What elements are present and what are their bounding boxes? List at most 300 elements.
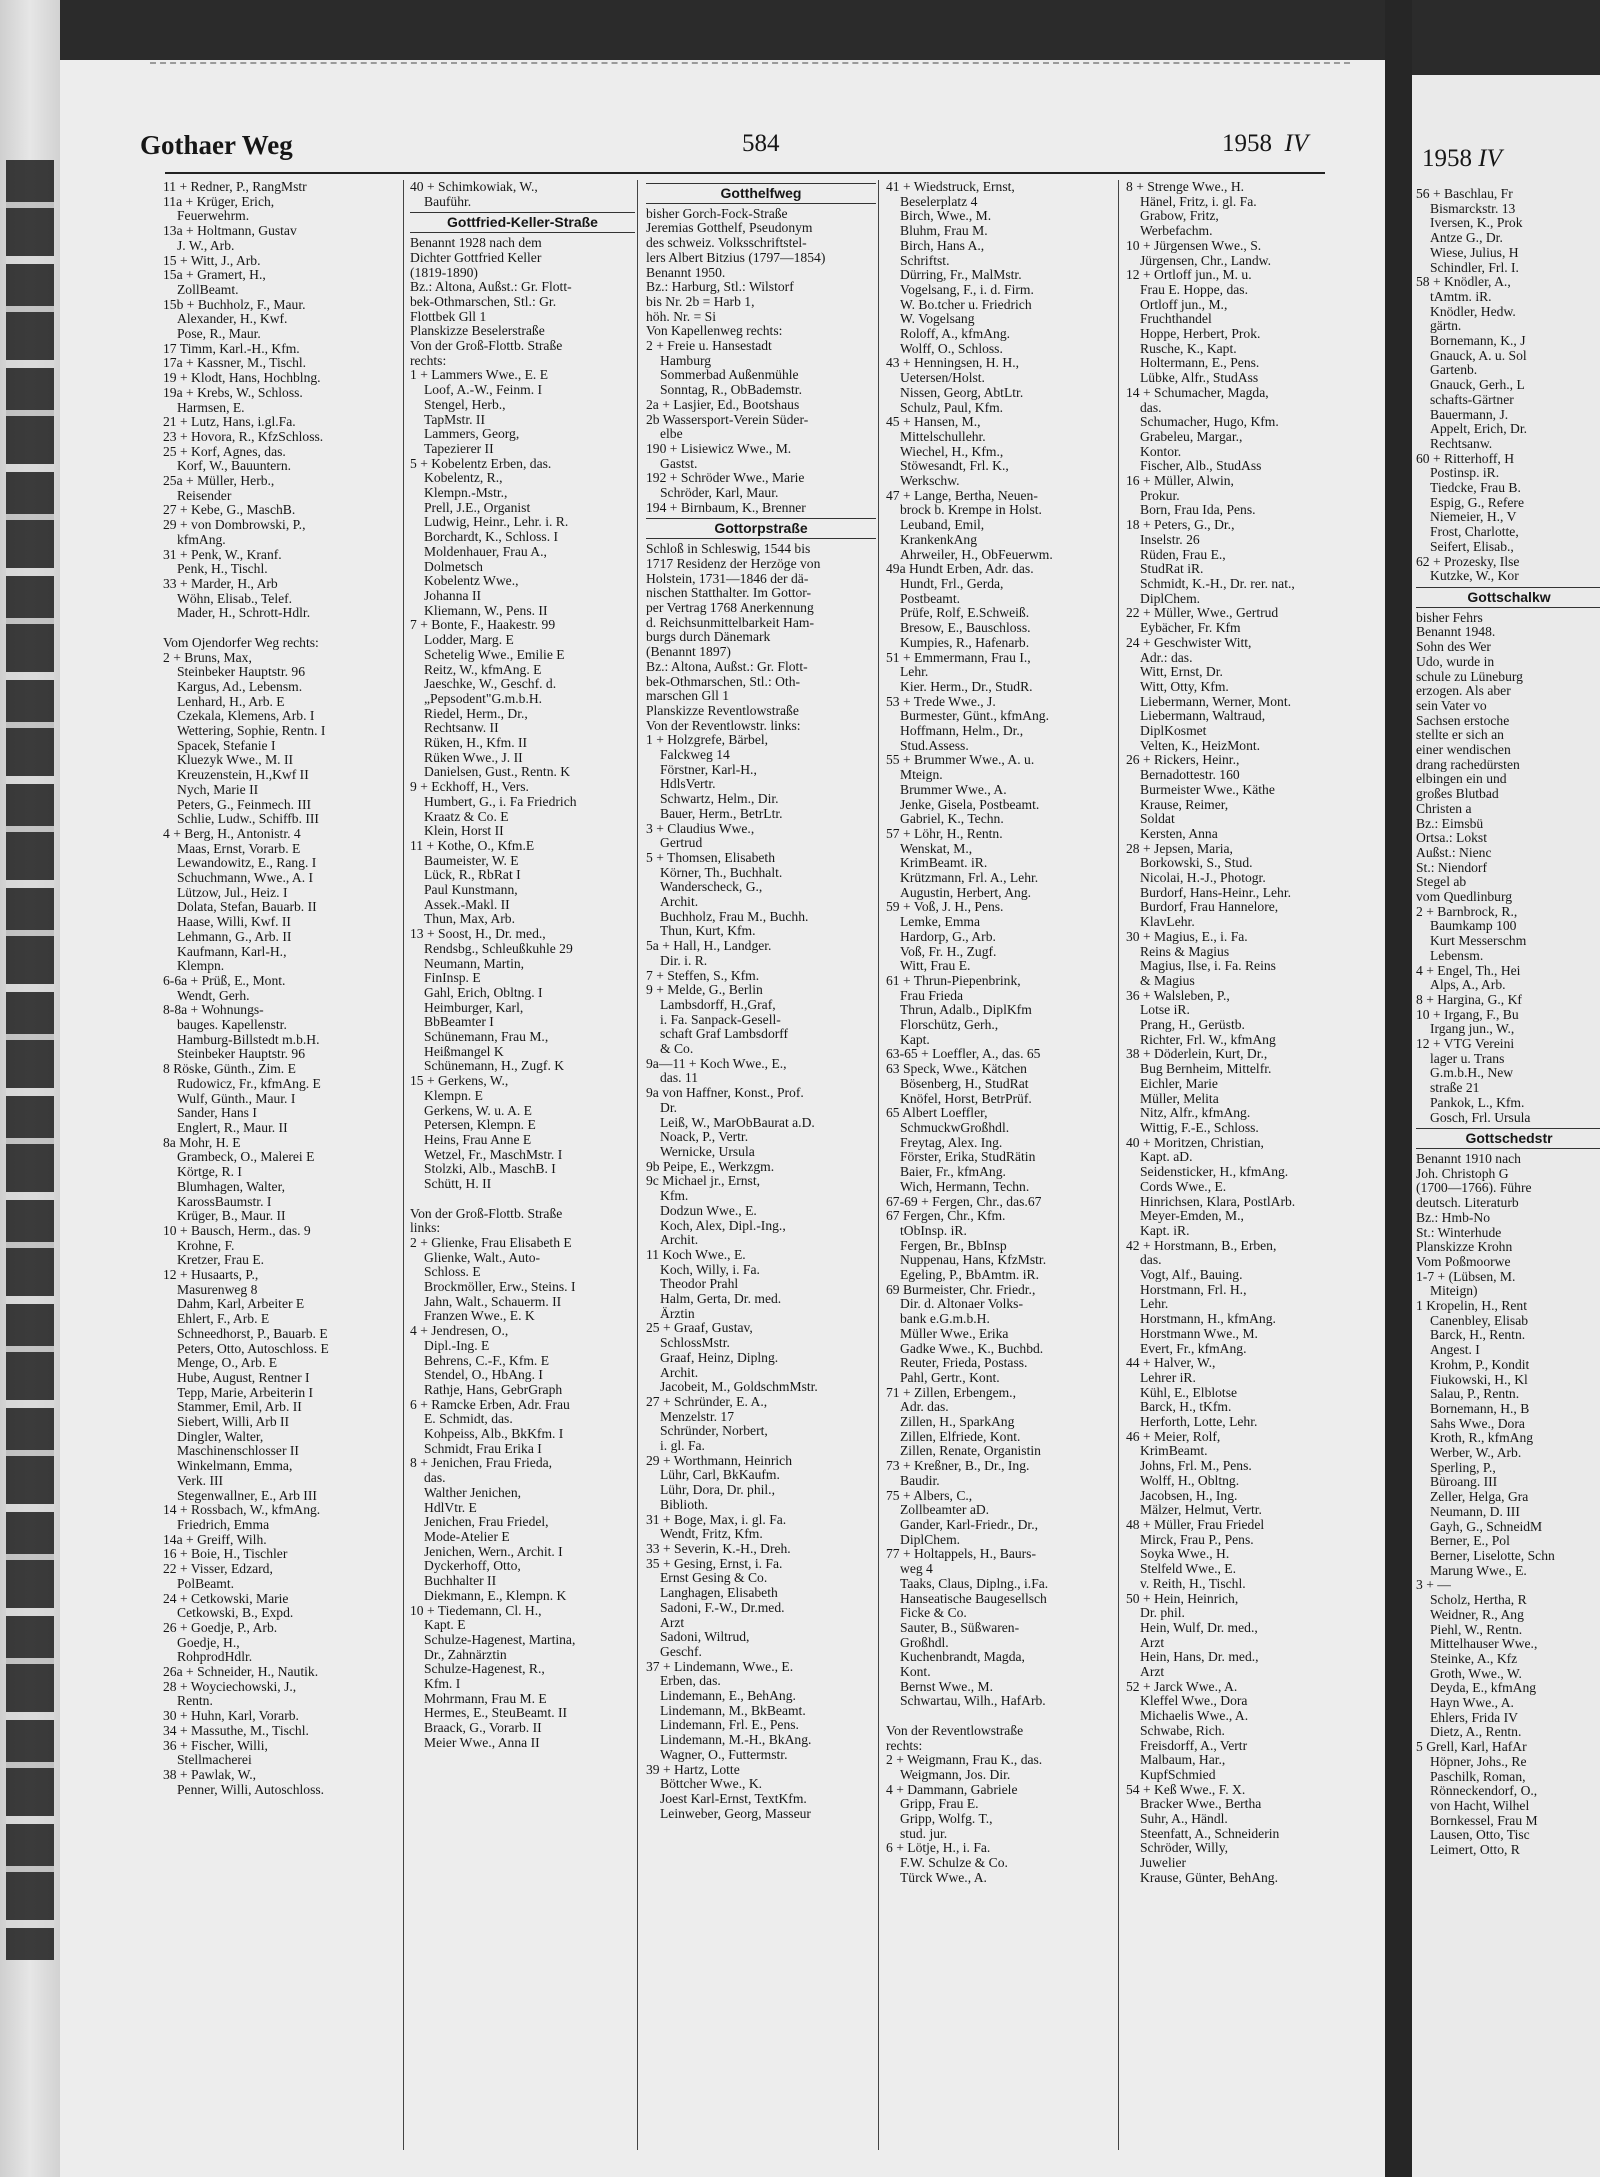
directory-entry: Eybächer, Fr. Kfm — [1140, 621, 1241, 636]
directory-entry — [410, 1192, 635, 1207]
directory-entry: bauges. Kapellenstr. — [177, 1018, 287, 1033]
directory-entry: 31 + Penk, W., Kranf. — [163, 547, 282, 562]
directory-entry: Uetersen/Holst. — [900, 371, 985, 386]
directory-entry: Schünemann, Frau M., — [424, 1030, 549, 1045]
directory-entry: Joest Karl-Ernst, TextKfm. — [660, 1791, 807, 1806]
directory-entry: Scholz, Hertha, R — [1430, 1592, 1527, 1608]
directory-entry: Vom Ojendorfer Weg rechts: — [163, 635, 319, 650]
directory-entry: Schröder, Karl, Maur. — [660, 486, 779, 501]
directory-entry: Schumacher, Hugo, Kfm. — [1140, 415, 1279, 430]
directory-entry: Baumeister, W. E — [424, 853, 519, 868]
directory-entry: Dir. i. R. — [660, 953, 708, 968]
directory-entry: Jenichen, Wern., Archit. I — [424, 1544, 563, 1559]
directory-entry: Schründer, Norbert, — [660, 1424, 768, 1439]
directory-entry: KrimBeamt. — [1140, 1444, 1208, 1459]
directory-entry: Nitz, Alfr., kfmAng. — [1140, 1106, 1251, 1121]
column-divider — [637, 180, 638, 2150]
directory-entry: 6 + Ramcke Erben, Adr. Frau — [410, 1397, 570, 1412]
directory-entry: Cetkowski, B., Expd. — [177, 1606, 294, 1621]
directory-entry: Müller Wwe., Erika — [900, 1326, 1009, 1341]
directory-entry: Zillen, Renate, Organistin — [900, 1444, 1041, 1459]
directory-entry: Nych, Marie II — [177, 782, 259, 797]
directory-entry: weg 4 — [900, 1562, 933, 1577]
directory-entry: Kuchenbrandt, Magda, — [900, 1650, 1025, 1665]
directory-entry: 26 + Goedje, P., Arb. — [163, 1620, 278, 1635]
directory-entry: Gartenb. — [1430, 362, 1478, 378]
directory-entry: Florschütz, Gerh., — [900, 1018, 999, 1033]
street-heading: Gottschedstr — [1416, 1128, 1600, 1149]
directory-entry: Bz.: Altona, Außst.: Gr. Flott- — [410, 280, 572, 295]
directory-entry: Sachsen erstoche — [1416, 712, 1510, 728]
directory-entry: Taaks, Claus, Diplng., i.Fa. — [900, 1576, 1049, 1591]
directory-entry: Müller, Melita — [1140, 1091, 1219, 1106]
directory-entry: 19 + Klodt, Hans, Hochblng. — [163, 371, 321, 386]
directory-entry: Siebert, Willi, Arb II — [177, 1415, 290, 1430]
directory-entry: Sahs Wwe., Dora — [1430, 1415, 1525, 1431]
directory-entry: 13 + Soost, H., Dr. med., — [410, 927, 546, 942]
directory-entry: Sonntag, R., ObBademstr. — [660, 383, 802, 398]
directory-entry: 58 + Knödler, A., — [1416, 274, 1511, 290]
directory-entry: Jaeschke, W., Geschf. d. — [424, 677, 557, 692]
directory-entry: Heimburger, Karl, — [424, 1000, 524, 1015]
directory-entry: Antze G., Dr. — [1430, 230, 1503, 246]
directory-entry: PolBeamt. — [177, 1576, 235, 1591]
directory-entry: Kapt. E — [424, 1618, 466, 1633]
directory-entry: Kont. — [900, 1665, 931, 1680]
directory-entry: Glienke, Walt., Auto- — [424, 1250, 541, 1265]
top-dashed-rule — [150, 62, 1350, 64]
directory-entry: Buchhalter II — [424, 1574, 497, 1589]
directory-entry: Weigmann, Jos. Dir. — [900, 1767, 1011, 1782]
directory-entry: Friedrich, Emma — [177, 1517, 270, 1532]
directory-entry: Hermes, E., SteuBeamt. II — [424, 1706, 568, 1721]
directory-entry: Menge, O., Arb. E — [177, 1356, 278, 1371]
directory-entry: 1 + Holzgrefe, Bärbel, — [646, 733, 769, 748]
directory-entry: KrankenkAng — [900, 532, 978, 547]
directory-entry: Planskizze Krohn — [1416, 1239, 1513, 1255]
directory-entry: Sohn des Wer — [1416, 639, 1491, 655]
directory-entry: Bz.: Hmb-No — [1416, 1209, 1491, 1225]
directory-entry: Menzelstr. 17 — [660, 1409, 734, 1424]
directory-entry: Jürgensen, Chr., Landw. — [1140, 253, 1272, 268]
directory-entry — [163, 621, 401, 636]
directory-entry: Kapt. iR. — [1140, 1223, 1190, 1238]
directory-entry: Arzt — [1140, 1665, 1165, 1680]
directory-entry: Iversen, K., Prok — [1430, 215, 1523, 231]
directory-entry: Lebensm. — [1430, 947, 1484, 963]
directory-entry: Penk, H., Tischl. — [177, 562, 268, 577]
directory-entry: Lühr, Dora, Dr. phil., — [660, 1483, 775, 1498]
directory-entry: Baumkamp 100 — [1430, 918, 1517, 934]
directory-entry: Schröder, Willy, — [1140, 1841, 1229, 1856]
directory-entry: Falckweg 14 — [660, 748, 730, 763]
directory-entry: Stengel, Herb., — [424, 397, 506, 412]
directory-entry: Bernadottestr. 160 — [1140, 768, 1240, 783]
directory-entry: 10 + Bausch, Herm., das. 9 — [163, 1223, 311, 1238]
directory-entry: lers Albert Bitzius (1797—1854) — [646, 250, 826, 265]
directory-entry: ZollBeamt. — [177, 282, 239, 297]
directory-entry: Berner, E., Pol — [1430, 1533, 1510, 1549]
directory-entry: Leiß, W., MarObBaurat a.D. — [660, 1115, 815, 1130]
directory-entry: 77 + Holtappels, H., Baurs- — [886, 1547, 1037, 1562]
directory-entry: Englert, R., Maur. II — [177, 1121, 288, 1135]
directory-entry: Schulze-Hagenest, R., — [424, 1662, 545, 1677]
directory-entry: Kargus, Ad., Lebensm. — [177, 679, 303, 694]
directory-entry: Angest. I — [1430, 1342, 1480, 1358]
directory-entry: Miteign) — [1430, 1283, 1478, 1299]
directory-entry: Gripp, Frau E. — [900, 1797, 979, 1812]
directory-entry: Langhagen, Elisabeth — [660, 1586, 778, 1601]
directory-entry: Schütt, H. II — [424, 1177, 492, 1192]
directory-entry: Walther Jenichen, — [424, 1485, 522, 1500]
column-4 — [886, 180, 1116, 2160]
directory-entry: Johns, Frl. M., Pens. — [1140, 1459, 1252, 1474]
directory-entry: Petersen, Klempn. E — [424, 1118, 536, 1133]
directory-entry: Hoppe, Herbert, Prok. — [1140, 327, 1261, 342]
directory-entry: Grabow, Fritz, — [1140, 209, 1219, 224]
directory-entry: Peters, Otto, Autoschloss. E — [177, 1341, 329, 1356]
directory-entry: Heißmangel K — [424, 1044, 504, 1059]
directory-entry: Hamburg-Billstedt m.b.H. — [177, 1032, 320, 1047]
directory-entry: 56 + Baschlau, Fr — [1416, 186, 1513, 201]
directory-entry: Kapt. aD. — [1140, 1150, 1193, 1165]
directory-entry: 15a + Gramert, H., — [163, 268, 266, 283]
directory-entry: Freytag, Alex. Ing. — [900, 1135, 1003, 1150]
directory-entry: Braack, G., Vorarb. II — [424, 1721, 542, 1736]
directory-entry: Franzen Wwe., E. K — [424, 1309, 535, 1324]
directory-entry: 2 + Barnbrock, R., — [1416, 903, 1518, 919]
directory-entry: Sommerbad Außenmühle — [660, 368, 799, 383]
column-1 — [163, 180, 401, 2160]
directory-entry: Joh. Christoph G — [1416, 1165, 1509, 1181]
directory-entry: „Pepsodent"G.m.b.H. — [424, 691, 543, 706]
directory-entry: Arzt — [1140, 1635, 1165, 1650]
directory-entry: Udo, wurde in — [1416, 653, 1495, 669]
directory-entry: Schriftst. — [900, 253, 950, 268]
directory-entry: 37 + Lindemann, Wwe., E. — [646, 1659, 794, 1674]
directory-entry: Magius, Ilse, i. Fa. Reins — [1140, 959, 1276, 974]
directory-entry: 24 + Cetkowski, Marie — [163, 1591, 289, 1606]
directory-entry: von Hacht, Wilhel — [1430, 1797, 1530, 1813]
directory-entry: Archit. — [660, 1233, 699, 1248]
directory-entry: 9 + Melde, G., Berlin — [646, 983, 763, 998]
directory-entry: Thun, Kurt, Kfm. — [660, 924, 756, 939]
directory-entry: Egeling, P., BbAmtm. iR. — [900, 1268, 1039, 1283]
directory-entry: 46 + Meier, Rolf, — [1126, 1429, 1221, 1444]
directory-entry: Zollbeamter aD. — [900, 1503, 990, 1518]
directory-entry: Kersten, Anna — [1140, 826, 1218, 841]
directory-entry: Goedje, H., — [177, 1635, 240, 1650]
directory-entry: Steinke, A., Kfz — [1430, 1650, 1518, 1666]
directory-entry: bisher Gorch-Fock-Straße — [646, 206, 788, 221]
directory-entry: 17a + Kassner, M., Tischl. — [163, 356, 307, 371]
directory-entry: StudRat iR. — [1140, 562, 1204, 577]
street-heading: Gottschalkw — [1416, 587, 1600, 608]
directory-entry: Böttcher Wwe., K. — [660, 1777, 763, 1792]
directory-entry: Planskizze Beselerstraße — [410, 324, 545, 339]
directory-entry: 1717 Residenz der Herzöge von — [646, 556, 821, 571]
directory-entry: Suhr, A., Händl. — [1140, 1812, 1228, 1827]
directory-entry: 7 + Bonte, F., Haakestr. 99 — [410, 618, 556, 633]
directory-entry: SchmuckwGroßhdl. — [900, 1121, 1010, 1135]
directory-entry: Wiese, Julius, H — [1430, 244, 1519, 260]
directory-entry: Werbefachm. — [1140, 224, 1213, 239]
directory-entry: deutsch. Literaturb — [1416, 1195, 1519, 1211]
directory-entry: Ficke & Co. — [900, 1606, 967, 1621]
directory-entry: TapMstr. II — [424, 412, 485, 427]
directory-entry: Prüfe, Rolf, E.Schweiß. — [900, 606, 1030, 621]
directory-entry: 22 + Müller, Wwe., Gertrud — [1126, 606, 1279, 621]
directory-entry: Borkowski, S., Stud. — [1140, 856, 1253, 871]
directory-entry: Frost, Charlotte, — [1430, 524, 1519, 540]
directory-entry: 15 + Gerkens, W., — [410, 1074, 509, 1089]
directory-entry: Deyda, E., kfmAng — [1430, 1680, 1537, 1696]
directory-entry: Blumhagen, Walter, — [177, 1179, 285, 1194]
directory-entry: Kaufmann, Karl-H., — [177, 944, 287, 959]
directory-entry: Schulze-Hagenest, Martina, — [424, 1632, 576, 1647]
directory-entry: RohprodHdlr. — [177, 1650, 253, 1665]
directory-entry: Seifert, Elisab., — [1430, 538, 1514, 554]
directory-entry: 1 + Lammers Wwe., E. E — [410, 368, 549, 383]
directory-entry: 192 + Schröder Wwe., Marie — [646, 471, 805, 486]
directory-entry: Kapt. — [900, 1032, 930, 1047]
directory-entry: Lemke, Emma — [900, 915, 981, 930]
directory-entry: Michaelis Wwe., A. — [1140, 1709, 1249, 1724]
directory-entry: HdlsVertr. — [660, 777, 716, 792]
directory-entry: 22 + Visser, Edzard, — [163, 1562, 273, 1577]
directory-entry: 14 + Schumacher, Magda, — [1126, 385, 1269, 400]
directory-entry: elbingen ein und — [1416, 771, 1507, 787]
directory-entry: Mode-Atelier E — [424, 1529, 510, 1544]
directory-entry: Schlie, Ludw., Schiffb. III — [177, 812, 319, 827]
directory-entry: Kobelentz Wwe., — [424, 574, 519, 589]
directory-entry: Fischer, Alb., StudAss — [1140, 459, 1262, 474]
directory-entry: Krohm, P., Kondit — [1430, 1356, 1530, 1372]
directory-entry: 9 + Eckhoff, H., Vers. — [410, 780, 529, 795]
directory-entry: 67-69 + Fergen, Chr., das.67 — [886, 1194, 1042, 1209]
directory-entry: Neumann, D. III — [1430, 1503, 1520, 1519]
directory-entry: Canenbley, Elisab — [1430, 1312, 1529, 1328]
directory-entry: Gosch, Frl. Ursula — [1430, 1109, 1531, 1125]
directory-entry: Schmidt, Frau Erika I — [424, 1441, 542, 1456]
directory-entry: Dr. phil. — [1140, 1606, 1185, 1621]
directory-entry: Schwartau, Wilh., HafArb. — [900, 1694, 1046, 1709]
directory-entry: Sander, Hans I — [177, 1106, 257, 1121]
directory-entry: Piehl, W., Rentn. — [1430, 1621, 1523, 1637]
directory-entry: Halm, Gerta, Dr. med. — [660, 1292, 782, 1307]
directory-entry: 38 + Pawlak, W., — [163, 1767, 257, 1782]
directory-entry: Bug Bernheim, Mittelfr. — [1140, 1062, 1272, 1077]
directory-entry: Wolff, H., Obltng. — [1140, 1473, 1240, 1488]
directory-entry: Vom Poßmoorwe — [1416, 1253, 1511, 1269]
directory-entry: Bz.: Harburg, Stl.: Wilstorf — [646, 280, 794, 295]
directory-entry: Schetelig Wwe., Emilie E — [424, 647, 565, 662]
directory-entry: 41 + Wiedstruck, Ernst, — [886, 180, 1015, 194]
directory-entry: vom Quedlinburg — [1416, 889, 1513, 905]
directory-entry: Freisdorff, A., Vertr — [1140, 1738, 1248, 1753]
directory-entry: Stelfeld Wwe., E. — [1140, 1562, 1237, 1577]
directory-entry: Witt, Frau E. — [900, 959, 971, 974]
directory-entry: Hein, Hans, Dr. med., — [1140, 1650, 1259, 1665]
directory-entry: Prell, J.E., Organist — [424, 500, 531, 515]
directory-entry: 34 + Massuthe, M., Tischl. — [163, 1723, 309, 1738]
directory-entry: Bresow, E., Bauschloss. — [900, 621, 1031, 636]
directory-entry: Jacobeit, M., GoldschmMstr. — [660, 1380, 818, 1395]
directory-entry: Kier. Herm., Dr., StudR. — [900, 679, 1033, 694]
book-spine-lettering — [6, 160, 54, 1960]
directory-entry: Lützow, Jul., Heiz. I — [177, 885, 288, 900]
directory-entry: Spacek, Stefanie I — [177, 738, 276, 753]
directory-entry: 57 + Löhr, H., Rentn. — [886, 826, 1003, 841]
directory-entry: 28 + Woyciechowski, J., — [163, 1679, 297, 1694]
directory-entry: 8a Mohr, H. E — [163, 1135, 241, 1150]
directory-entry: 36 + Walsleben, P., — [1126, 988, 1230, 1003]
year-volume — [1222, 130, 1308, 158]
directory-entry: Mittelschullehr. — [900, 429, 986, 444]
year: 1958 — [1222, 130, 1272, 157]
facing-page-header — [1422, 145, 1502, 173]
directory-entry: Wetzel, Fr., MaschMstr. I — [424, 1147, 563, 1162]
directory-entry: 62 + Prozesky, Ilse — [1416, 553, 1520, 569]
directory-entry: 24 + Geschwister Witt, — [1126, 635, 1252, 650]
directory-entry: Hundt, Frl., Gerda, — [900, 576, 1004, 591]
directory-entry: Masurenweg 8 — [177, 1282, 258, 1297]
directory-entry: Fiukowski, H., Kl — [1430, 1371, 1528, 1387]
directory-entry: Hänel, Fritz, i. gl. Fa. — [1140, 194, 1257, 209]
directory-entry: 10 + Jürgensen Wwe., S. — [1126, 238, 1262, 253]
directory-entry: Dr., Zahnärztin — [424, 1647, 507, 1662]
directory-entry: Nissen, Georg, AbtLtr. — [900, 385, 1024, 400]
directory-entry: Thrun, Adalb., DiplKfm — [900, 1003, 1032, 1018]
directory-entry: KlavLehr. — [1140, 915, 1195, 930]
directory-entry: 63 Speck, Wwe., Kätchen — [886, 1062, 1027, 1077]
directory-entry: Burdorf, Hans-Heinr., Lehr. — [1140, 885, 1292, 900]
directory-entry: Hayn Wwe., A. — [1430, 1695, 1514, 1711]
directory-entry: Bösenberg, H., StudRat — [900, 1076, 1029, 1091]
directory-entry: Barck, H., tKfm. — [1140, 1400, 1232, 1415]
directory-entry: 25 + Korf, Agnes, das. — [163, 444, 286, 459]
directory-entry: Archit. — [660, 895, 699, 910]
directory-entry: 45 + Hansen, M., — [886, 415, 981, 430]
directory-entry: burgs durch Dänemark — [646, 630, 771, 645]
header-rule — [165, 172, 1325, 174]
directory-entry: Velten, K., HeizMont. — [1140, 738, 1261, 753]
directory-entry: Werber, W., Arb. — [1430, 1445, 1522, 1461]
directory-entry: Stolzki, Alb., MaschB. I — [424, 1162, 556, 1177]
directory-entry: straße 21 — [1430, 1080, 1480, 1096]
directory-entry: 30 + Huhn, Karl, Vorarb. — [163, 1709, 299, 1724]
directory-entry: bek-Othmarschen, Stl.: Oth- — [646, 674, 801, 689]
directory-entry: Jacobsen, H., Ing. — [1140, 1488, 1238, 1503]
directory-entry: lager u. Trans — [1430, 1050, 1505, 1066]
directory-entry: Geschf. — [660, 1644, 702, 1659]
directory-entry: Soyka Wwe., H. — [1140, 1547, 1230, 1562]
directory-entry: Holstein, 1731—1846 der dä- — [646, 571, 809, 586]
directory-entry: Hardorp, G., Arb. — [900, 929, 996, 944]
directory-entry: 53 + Trede Wwe., J. — [886, 694, 996, 709]
directory-entry: Krause, Reimer, — [1140, 797, 1229, 812]
directory-entry: 51 + Emmermann, Frau I., — [886, 650, 1031, 665]
directory-entry: Kraatz & Co. E — [424, 809, 509, 824]
directory-entry: Prang, H., Gerüstb. — [1140, 1018, 1245, 1033]
directory-entry: Baier, Fr., kfmAng. — [900, 1165, 1006, 1180]
directory-entry: Lammers, Georg, — [424, 427, 520, 442]
directory-entry: Hube, August, Rentner I — [177, 1370, 310, 1385]
directory-entry: Dolmetsch — [424, 559, 483, 574]
directory-entry: Liebermann, Waltraud, — [1140, 709, 1266, 724]
directory-entry: Bauermann, J. — [1430, 406, 1509, 422]
directory-entry: 15 + Witt, J., Arb. — [163, 253, 261, 268]
directory-entry: 27 + Schründer, E. A., — [646, 1394, 768, 1409]
directory-entry: 35 + Gesing, Ernst, i. Fa. — [646, 1556, 783, 1571]
directory-entry: Roloff, A., kfmAng. — [900, 327, 1011, 342]
book-gutter — [1385, 0, 1412, 2177]
directory-entry: 11 Koch Wwe., E. — [646, 1247, 746, 1262]
directory-entry: rechts: — [410, 353, 447, 368]
directory-entry: rechts: — [886, 1738, 923, 1753]
directory-entry: 12 + Husaarts, P., — [163, 1268, 259, 1283]
directory-entry: Ernst Gesing & Co. — [660, 1571, 768, 1586]
directory-entry: Bauführ. — [424, 194, 472, 209]
directory-entry: Eichler, Marie — [1140, 1076, 1218, 1091]
directory-entry: Stendel, O., HbAng. I — [424, 1368, 543, 1383]
directory-entry: stud. jur. — [900, 1826, 948, 1841]
directory-entry: Reuter, Frieda, Postass. — [900, 1356, 1028, 1371]
directory-entry: Weidner, R., Ang — [1430, 1606, 1524, 1622]
directory-entry: links: — [410, 1221, 441, 1236]
directory-entry: einer wendischen — [1416, 742, 1511, 758]
directory-entry: Dr. — [660, 1100, 677, 1115]
directory-entry: Koch, Willy, i. Fa. — [660, 1262, 760, 1277]
directory-entry: Dürring, Fr., MalMstr. — [900, 268, 1022, 283]
directory-entry: Jenichen, Frau Friedel, — [424, 1515, 549, 1530]
column-divider — [1118, 180, 1119, 2150]
directory-entry: (1700—1766). Führe — [1416, 1180, 1532, 1196]
directory-entry: Ärztin — [660, 1306, 695, 1321]
directory-entry: gärtn. — [1430, 318, 1462, 334]
directory-entry: 71 + Zillen, Erbengem., — [886, 1385, 1016, 1400]
directory-entry: Kutzke, W., Kor — [1430, 568, 1519, 584]
directory-entry: Wanderscheck, G., — [660, 880, 763, 895]
directory-entry: Gerkens, W. u. A. E — [424, 1103, 532, 1118]
directory-entry: erzogen. Als aber — [1416, 683, 1511, 699]
directory-entry: Postinsp. iR. — [1430, 465, 1500, 481]
directory-entry: Winkelmann, Emma, — [177, 1459, 293, 1474]
directory-entry: Verk. III — [177, 1473, 224, 1488]
directory-entry: Leinweber, Georg, Masseur — [660, 1806, 811, 1821]
directory-entry: 43 + Henningsen, H. H., — [886, 356, 1020, 371]
directory-entry: Wendt, Gerh. — [177, 988, 250, 1003]
directory-entry: Vogelsang, F., i. d. Firm. — [900, 282, 1034, 297]
facing-year: 1958 — [1422, 145, 1472, 172]
directory-entry: 3 + — — [1416, 1577, 1451, 1593]
directory-entry: 12 + Ortloff jun., M. u. — [1126, 268, 1252, 283]
directory-entry: Gastst. — [660, 456, 698, 471]
directory-entry: Augustin, Herbert, Ang. — [900, 885, 1032, 900]
directory-entry: Hein, Wulf, Dr. med., — [1140, 1620, 1258, 1635]
directory-entry: Humbert, G., i. Fa Friedrich — [424, 794, 577, 809]
directory-entry: Gripp, Wolfg. T., — [900, 1812, 993, 1827]
directory-entry: Bernst Wwe., M. — [900, 1679, 994, 1694]
directory-entry: Wittig, F.-E., Schloss. — [1140, 1121, 1259, 1135]
directory-entry: DiplChem. — [900, 1532, 961, 1547]
directory-entry: 4 + Dammann, Gabriele — [886, 1782, 1018, 1797]
directory-entry: 25a + Müller, Herb., — [163, 474, 275, 489]
directory-entry: Fruchthandel — [1140, 312, 1212, 327]
column-3 — [646, 180, 876, 2160]
directory-entry: Lotse iR. — [1140, 1003, 1190, 1018]
street-heading: Gotthelfweg — [646, 183, 876, 204]
